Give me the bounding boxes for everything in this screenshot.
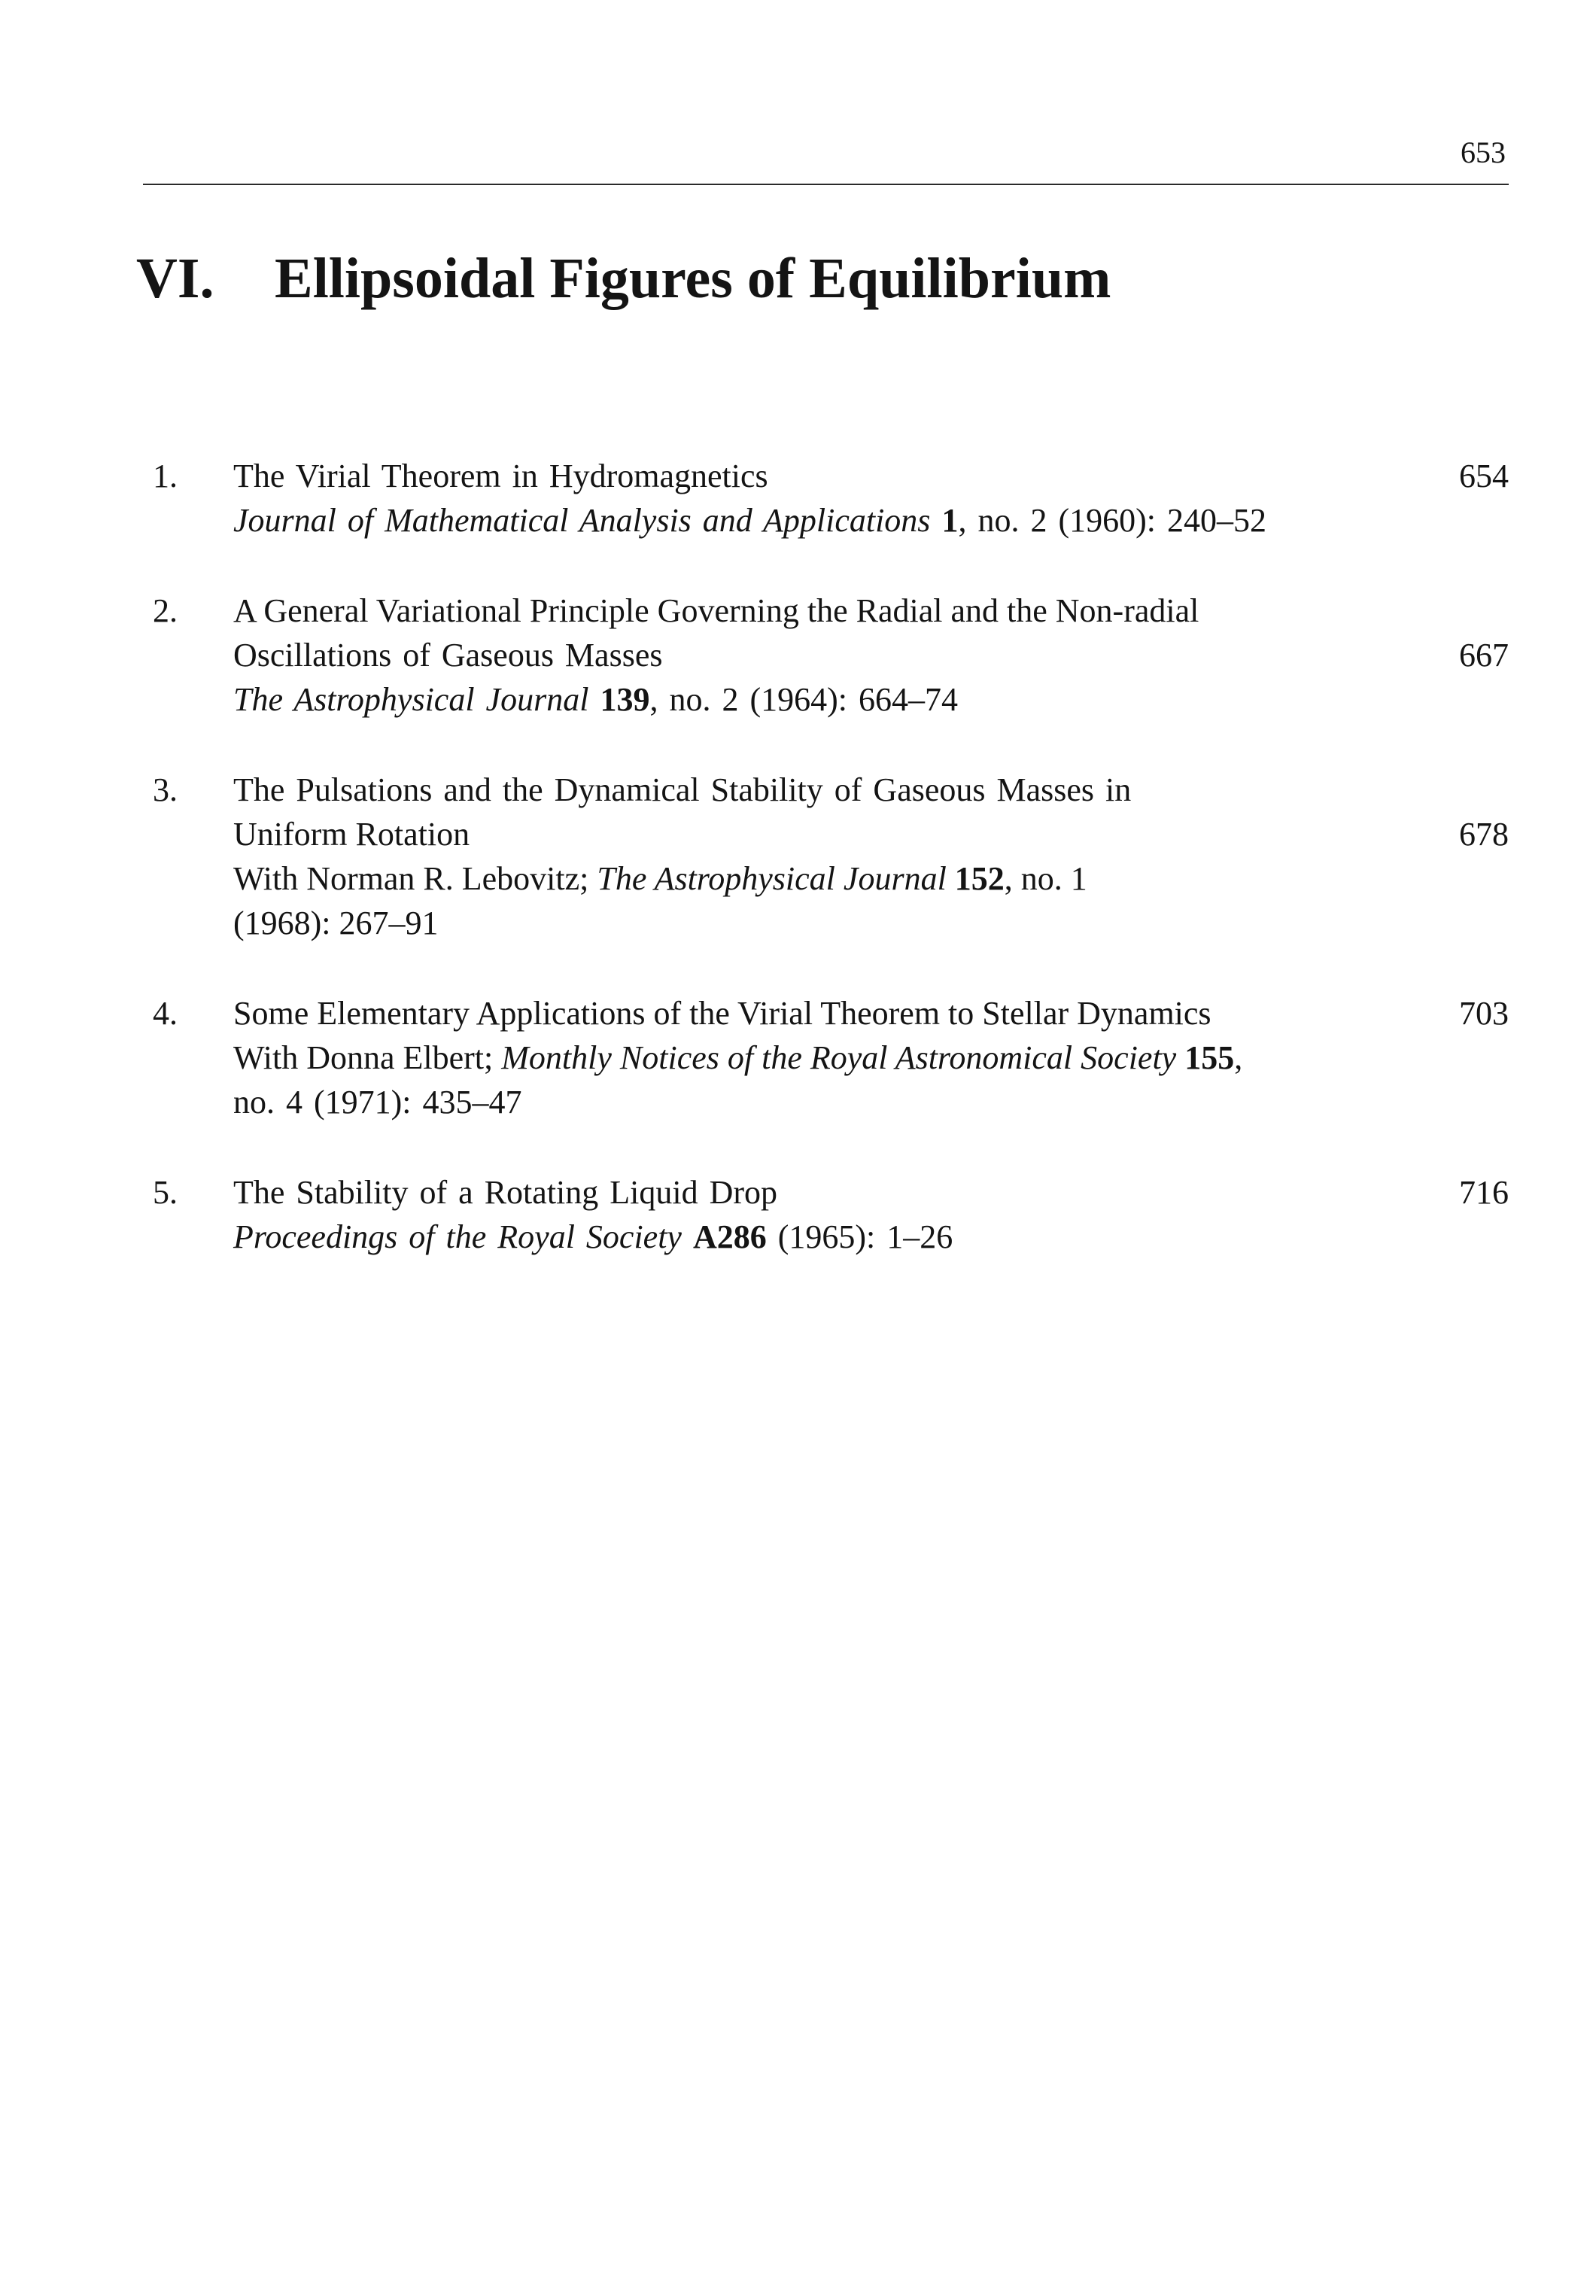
section-title (136, 247, 1111, 310)
citation-coauthor: With Donna Elbert; (233, 1039, 502, 1076)
citation-coauthor: With Norman R. Lebovitz; (233, 860, 597, 897)
citation-volume: 139 (600, 681, 650, 718)
entry-number: 1. (153, 458, 178, 494)
entry-citation (233, 498, 1385, 543)
entry-body (233, 991, 1385, 1124)
entry-page-number: 654 (1459, 458, 1509, 494)
citation-journal: The Astrophysical Journal (233, 681, 589, 718)
entry-title-line-2: Uniform Rotation (233, 816, 470, 853)
citation-details-line-2: no. 4 (1971): 435–47 (233, 1084, 522, 1121)
citation-details: (1965): 1–26 (766, 1218, 953, 1255)
citation-details-line-2: (1968): 267–91 (233, 905, 439, 941)
entry-title: The Stability of a Rotating Liquid Drop (233, 1174, 778, 1211)
entry-body (233, 768, 1385, 945)
section-roman-numeral: VI. (136, 247, 214, 310)
citation-volume: 1 (941, 502, 959, 539)
entry-number: 3. (153, 771, 178, 808)
entry-title: The Virial Theorem in Hydromagnetics (233, 458, 768, 494)
toc-entry (153, 991, 1509, 1124)
toc-entry (153, 768, 1509, 945)
entry-title: Some Elementary Applications of the Virial Theorem to Stellar Dynamics (233, 995, 1211, 1032)
citation-journal: Proceedings of the Royal Society (233, 1218, 682, 1255)
entry-page-number: 667 (1459, 637, 1509, 674)
citation-volume: A286 (692, 1218, 767, 1255)
toc-entry (153, 588, 1509, 722)
citation-journal: The Astrophysical Journal (597, 860, 947, 897)
section-title-text: Ellipsoidal Figures of Equilibrium (275, 247, 1111, 310)
citation-details: , (1234, 1039, 1243, 1076)
entry-body (233, 1170, 1385, 1259)
citation-volume: 155 (1184, 1039, 1235, 1076)
citation-journal: Monthly Notices of the Royal Astronomical Society (501, 1039, 1177, 1076)
entry-citation (233, 1215, 1385, 1259)
entry-number: 5. (153, 1174, 178, 1211)
entry-title-line-1: The Pulsations and the Dynamical Stability of Gaseous Masses in (233, 771, 1132, 808)
page-number: 653 (1461, 135, 1506, 169)
entry-body (233, 454, 1385, 543)
entry-citation (233, 677, 1385, 722)
citation-details: , no. 2 (1964): 664–74 (649, 681, 958, 718)
citation-details: , no. 2 (1960): 240–52 (958, 502, 1266, 539)
citation-details: , no. 1 (1004, 860, 1087, 897)
entry-title-line-1: A General Variational Principle Governing the Radial and the Non-radial (233, 592, 1199, 629)
entry-page-number: 678 (1459, 816, 1509, 853)
entry-page-number: 716 (1459, 1174, 1509, 1211)
toc-entry (153, 454, 1509, 543)
entry-title-line-2: Oscillations of Gaseous Masses (233, 637, 663, 674)
entry-page-number: 703 (1459, 995, 1509, 1032)
entry-body (233, 588, 1385, 722)
citation-journal: Journal of Mathematical Analysis and Applications (233, 502, 931, 539)
citation-volume: 152 (954, 860, 1005, 897)
entry-number: 2. (153, 592, 178, 629)
entry-citation (233, 1035, 1385, 1080)
header-rule (143, 184, 1509, 185)
table-of-contents (153, 454, 1509, 1305)
toc-entry (153, 1170, 1509, 1259)
entry-citation (233, 856, 1385, 901)
entry-number: 4. (153, 995, 178, 1032)
